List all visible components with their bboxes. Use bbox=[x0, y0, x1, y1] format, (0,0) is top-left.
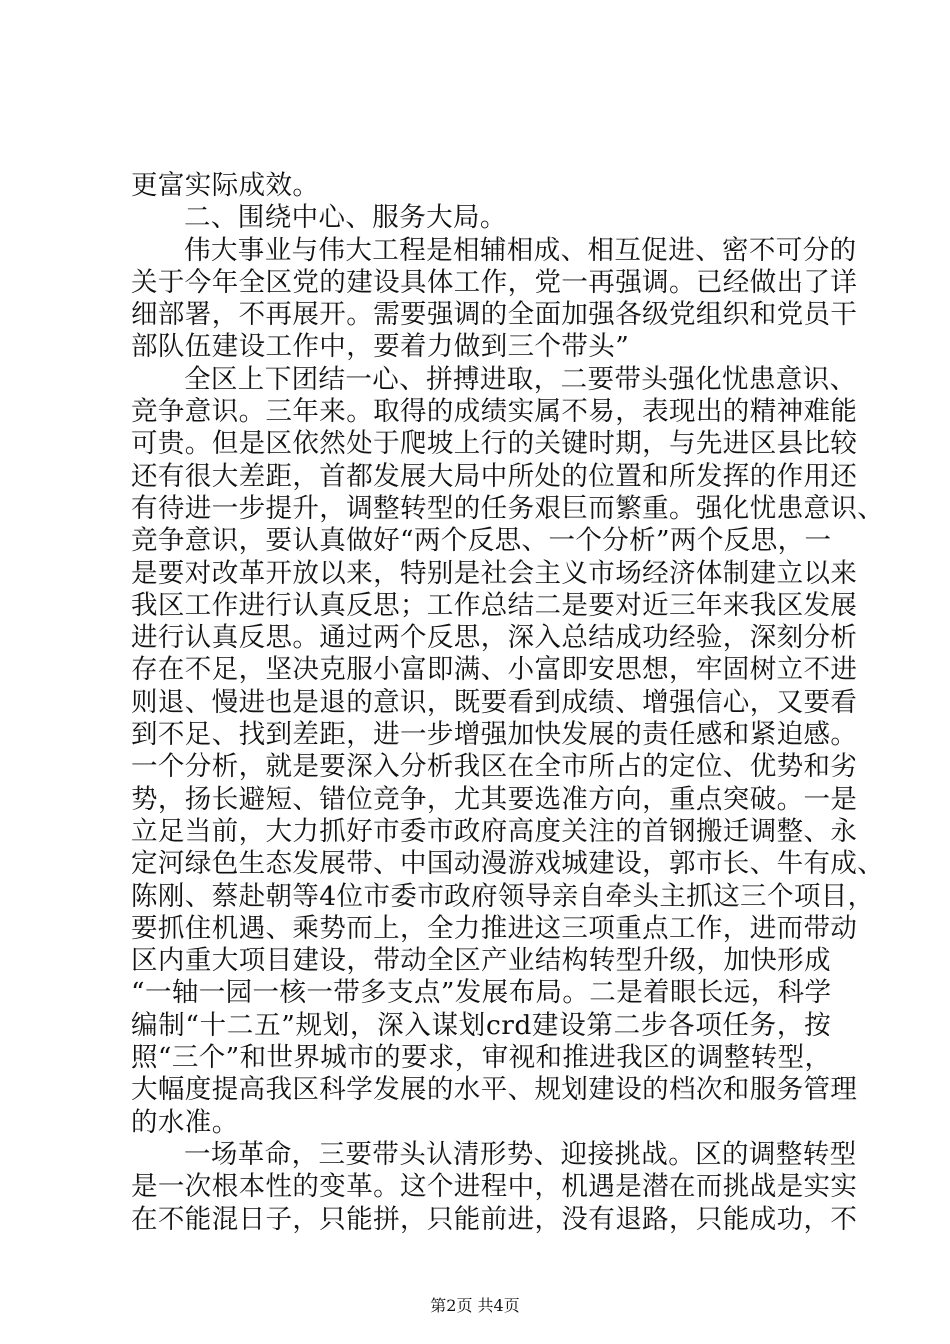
text-line: 存在不足，坚决克服小富即满、小富即安思想，牢固树立不进 bbox=[131, 654, 858, 686]
text-line: 二、围绕中心、服务大局。 bbox=[184, 202, 507, 234]
text-line: 部队伍建设工作中，要着力做到三个带头” bbox=[131, 331, 630, 363]
text-line: 编制“十二五”规划，深入谋划crd建设第二步各项任务，按 bbox=[131, 1009, 831, 1041]
text-line: 还有很大差距，首都发展大局中所处的位置和所发挥的作用还 bbox=[131, 460, 858, 492]
text-line: 立足当前，大力抓好市委市政府高度关注的首钢搬迁调整、永 bbox=[131, 815, 858, 847]
text-line: 有待进一步提升，调整转型的任务艰巨而繁重。强化忧患意识、 bbox=[131, 492, 885, 524]
text-line: 一场革命，三要带头认清形势、迎接挑战。区的调整转型 bbox=[184, 1138, 857, 1170]
text-line: 一个分析，就是要深入分析我区在全市所占的定位、优势和劣 bbox=[131, 751, 858, 783]
text-line: 竞争意识，要认真做好“两个反思、一个分析”两个反思，一 bbox=[131, 525, 832, 557]
text-line: “一轴一园一核一带多支点”发展布局。二是着眼长远，科学 bbox=[131, 977, 832, 1009]
text-line: 细部署，不再展开。需要强调的全面加强各级党组织和党员干 bbox=[131, 299, 858, 331]
text-line: 的水准。 bbox=[131, 1106, 239, 1138]
text-line: 全区上下团结一心、拼搏进取，二要带头强化忧患意识、 bbox=[184, 363, 857, 395]
text-line: 到不足、找到差距，进一步增强加快发展的责任感和紧迫感。 bbox=[131, 719, 858, 751]
text-line: 势，扬长避短、错位竞争，尤其要选准方向，重点突破。一是 bbox=[131, 783, 858, 815]
text-line: 是一次根本性的变革。这个进程中，机遇是潜在而挑战是实实 bbox=[131, 1171, 858, 1203]
text-line: 陈刚、蔡赴朝等4位市委市政府领导亲自牵头主抓这三个项目， bbox=[131, 880, 875, 912]
text-line: 大幅度提高我区科学发展的水平、规划建设的档次和服务管理 bbox=[131, 1074, 858, 1106]
text-line: 更富实际成效。 bbox=[131, 170, 320, 201]
text-line: 关于今年全区党的建设具体工作，党一再强调。已经做出了详 bbox=[131, 266, 858, 298]
text-line: 要抓住机遇、乘势而上，全力推进这三项重点工作，进而带动 bbox=[131, 912, 858, 944]
text-line: 可贵。但是区依然处于爬坡上行的关键时期，与先进区县比较 bbox=[131, 428, 858, 460]
text-line: 则退、慢进也是退的意识，既要看到成绩、增强信心，又要看 bbox=[131, 686, 858, 718]
document-body bbox=[131, 170, 885, 1236]
text-line: 我区工作进行认真反思；工作总结二是要对近三年来我区发展 bbox=[131, 589, 858, 621]
page-footer: 第2页 共4页 bbox=[430, 1296, 520, 1315]
text-line: 在不能混日子，只能拼，只能前进，没有退路，只能成功，不 bbox=[131, 1203, 858, 1235]
text-line: 照“三个”和世界城市的要求，审视和推进我区的调整转型， bbox=[131, 1042, 832, 1074]
text-line: 区内重大项目建设，带动全区产业结构转型升级，加快形成 bbox=[131, 945, 831, 977]
text-line: 伟大事业与伟大工程是相辅相成、相互促进、密不可分的 bbox=[184, 234, 857, 266]
text-line: 竞争意识。三年来。取得的成绩实属不易，表现出的精神难能 bbox=[131, 396, 858, 428]
text-line: 定河绿色生态发展带、中国动漫游戏城建设，郭市长、牛有成、 bbox=[131, 848, 885, 880]
text-line: 是要对改革开放以来，特别是社会主义市场经济体制建立以来 bbox=[131, 557, 858, 589]
text-line: 进行认真反思。通过两个反思，深入总结成功经验，深刻分析 bbox=[131, 622, 858, 654]
